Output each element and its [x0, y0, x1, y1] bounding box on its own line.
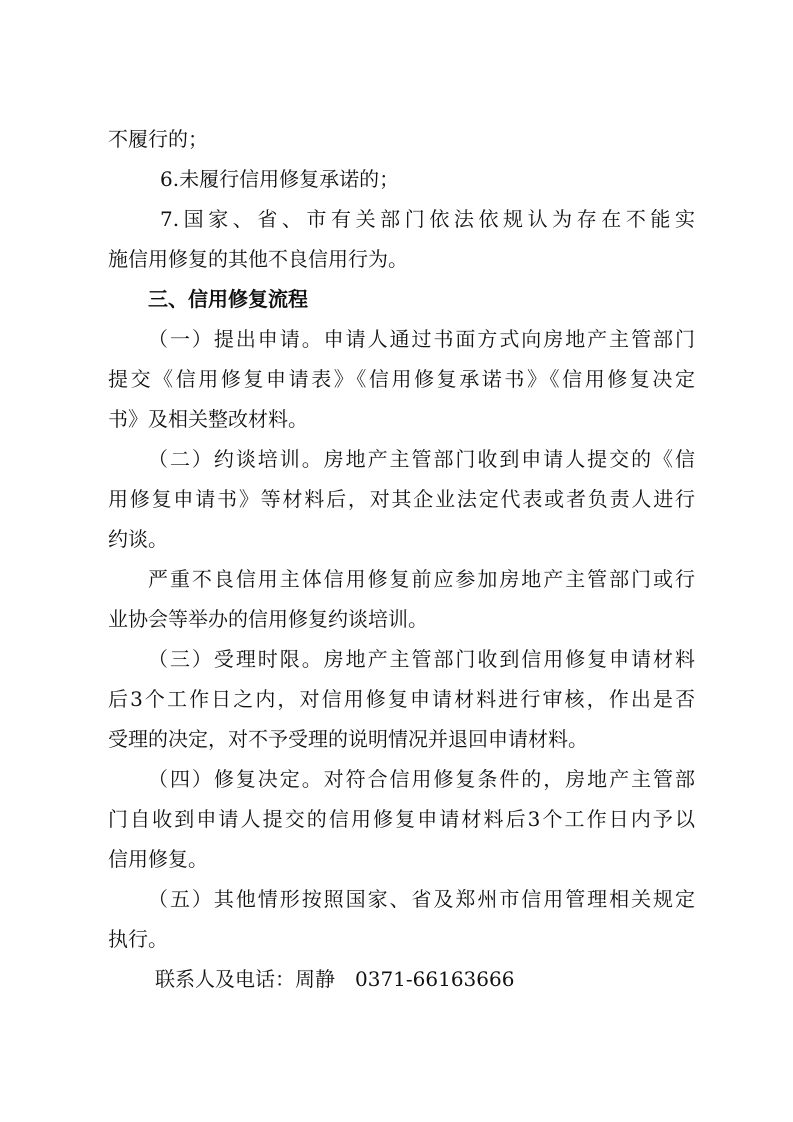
text-line: 6.未履行信用修复承诺的； [160, 167, 400, 191]
text-line: 门自收到申请人提交的信用修复申请材料后3个工作日内予以 [108, 807, 695, 831]
text-line: 提交《信用修复申请表》《信用修复承诺书》《信用修复决定 [108, 367, 695, 391]
text-line: （三）受理时限。房地产主管部门收到信用修复申请材料 [148, 647, 695, 671]
text-line: 业协会等举办的信用修复约谈培训。 [108, 607, 428, 631]
text-line: 用修复申请书》等材料后，对其企业法定代表或者负责人进行 [108, 487, 695, 511]
text-line: 执行。 [108, 927, 168, 951]
text-line: 书》及相关整改材料。 [108, 407, 308, 431]
section-heading: 三、信用修复流程 [148, 287, 308, 311]
text-line: 受理的决定，对不予受理的说明情况并退回申请材料。 [108, 727, 588, 751]
text-line: （二）约谈培训。房地产主管部门收到申请人提交的《信 [148, 447, 695, 471]
text-line: （四）修复决定。对符合信用修复条件的，房地产主管部 [148, 767, 695, 791]
text-line: （一）提出申请。申请人通过书面方式向房地产主管部门 [148, 327, 695, 351]
text-line: 后3个工作日之内，对信用修复申请材料进行审核，作出是否 [108, 687, 695, 711]
text-line: 约谈。 [108, 527, 168, 551]
text-line: 信用修复。 [108, 847, 208, 871]
text-line: 7.国家、省、市有关部门依法依规认为存在不能实 [160, 207, 695, 231]
contact-line: 联系人及电话：周静 0371-66163666 [155, 967, 515, 991]
text-line: 不履行的； [108, 127, 208, 151]
text-line: 施信用修复的其他不良信用行为。 [108, 247, 408, 271]
text-line: 严重不良信用主体信用修复前应参加房地产主管部门或行 [148, 567, 695, 591]
text-line: （五）其他情形按照国家、省及郑州市信用管理相关规定 [148, 887, 695, 911]
